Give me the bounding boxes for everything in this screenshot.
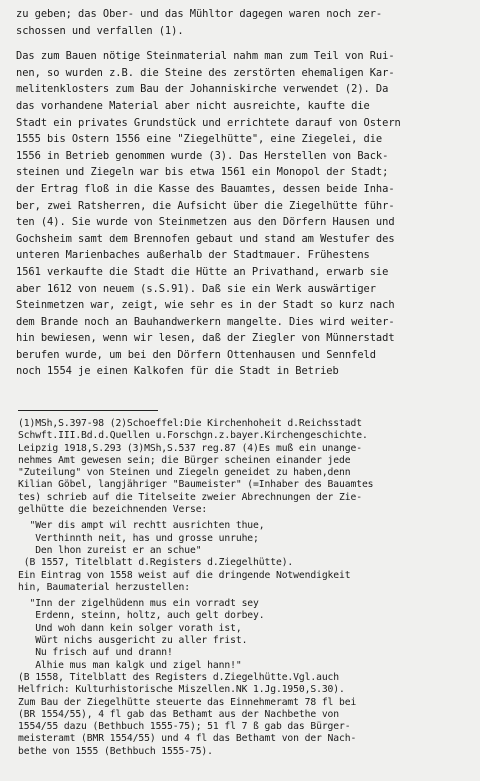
footnote-line: hin, Baumaterial herzustellen: [18,581,190,593]
verse-line: Alhie mus man kalgk und zigel hann!" [18,659,242,671]
footnote-line: "Zuteilung" von Steinen und Ziegeln geneidet zu haben,denn [18,467,351,479]
text-line: Gochsheim samt dem Brennofen gebaut und stand am Westufer des [16,232,395,245]
text-line: das vorhandene Material aber nicht ausreichte, kaufte die [16,99,370,112]
text-line: Stadt ein privates Grundstück und errichtete darauf von Ostern [16,116,401,129]
text-line: steinen und Ziegeln war bis etwa 1561 ein Monopol der Stadt; [16,166,389,179]
verse-line: Und woh dann kein solger vorath ist, [18,622,242,634]
footnote-line: Schwft.III.Bd.d.Quellen u.Forschgn.z.bayer.Kirchengeschichte. [18,430,368,442]
footnote-line: gelhütte die bezeichnenden Verse: [18,504,208,516]
text-line: dem Brande noch an Bauhandwerkern mangelte. Dies wird weiter- [16,315,395,328]
text-line: 1556 in Betrieb genommen wurde (3). Das Herstellen von Back- [16,149,389,162]
footnote-line: meisteramt (BMR 1554/55) und 4 fl das Bethamt von der Nach- [18,733,357,745]
footnote-line: Kilian Göbel, langjähriger "Baumeister" (=Inhaber des Bauamtes [18,479,374,491]
verse-source: (B 1558, Titelblatt des Registers d.Ziegelhütte.Vgl.auch [18,671,340,683]
text-line: 1561 verkaufte die Stadt die Hütte an Privathand, erwarb sie [16,265,389,278]
verse-line: "Wer dis ampt wil rechtt ausrichten thue, [18,520,265,532]
main-text [16,6,474,380]
footnote-divider [18,410,158,411]
verse-line: Den lhon zureist er an schue" [18,544,202,556]
verse-line: Erdenn, steinn, holtz, auch gelt dorbey. [18,610,265,622]
footnotes [18,418,476,758]
text-line: zu geben; das Ober- und das Mühltor dagegen waren noch zer- [16,8,383,20]
text-line: Steinmetzen war, zeigt, wie sehr es in der Stadt so kurz nach [16,299,395,312]
footnote-line: tes) schrieb auf die Titelseite zweier Abrechnungen der Zie- [18,491,362,503]
text-line: unteren Marienbaches außerhalb der Stadtmauer. Frühestens [16,249,370,262]
footnote-line: Zum Bau der Ziegelhütte steuerte das Einnehmeramt 78 fl bei [18,696,357,708]
text-line: noch 1554 je einen Kalkofen für die Stadt in Betrieb [16,365,339,378]
text-line: ten (4). Sie wurde von Steinmetzen aus den Dörfern Hausen und [16,216,395,229]
footnote-line: 1554/55 dazu (Bethbuch 1555-75); 51 fl 7 ß gab das Bürger- [18,721,351,733]
verse-source: (B 1557, Titelblatt d.Registers d.Ziegelhütte). [18,557,294,569]
verse-source: Helfrich: Kulturhistorische Miszellen.NK 1.Jg.1950,S.30). [18,684,345,696]
footnote-line: bethe von 1555 (Bethbuch 1555-75). [18,745,213,757]
text-line: der Ertrag floß in die Kasse des Bauamtes, dessen beide Inha- [16,182,395,195]
text-line: 1555 bis Ostern 1556 eine "Ziegelhütte", eine Ziegelei, die [16,133,383,146]
text-line: schossen und verfallen (1). [16,24,184,37]
text-line: ber, zwei Ratsherren, die Aufsicht über die Ziegelhütte führ- [16,199,395,212]
footnote-line: (BR 1554/55), 4 fl gab das Bethamt aus der Nachbethe von [18,708,340,720]
verse-line: "Inn der zigelhüdenn mus ein vorradt sey [18,598,259,610]
verse-line: Nu frisch auf und drann! [18,647,173,659]
footnote-line: Ein Eintrag von 1558 weist auf die dringende Notwendigkeit [18,569,351,581]
text-line: melitenklosters zum Bau der Johanniskirche verwendet (2). Da [16,83,389,96]
text-line: Das zum Bauen nötige Steinmaterial nahm man zum Teil von Rui- [16,50,395,63]
verse-line: Verthinnth neit, has und grosse unruhe; [18,532,259,544]
text-line: hin bewiesen, wenn wir lesen, daß der Ziegler von Münnerstadt [16,332,395,345]
text-line: aber 1612 von neuem (s.S.91). Daß sie ein Werk auswärtiger [16,282,376,295]
text-line: nen, so wurden z.B. die Steine des zerstörten ehemaligen Kar- [16,66,395,79]
text-line: berufen wurde, um bei den Dörfern Ottenhausen und Sennfeld [16,348,376,361]
footnote-line: (1)MSh,S.397-98 (2)Schoeffel:Die Kirchenhoheit d.Reichsstadt [18,418,362,429]
footnote-line: Leipzig 1918,S.293 (3)MSh,S.537 reg.87 (4)Es muß ein unange- [18,442,362,454]
footnote-line: nehmes Amt gewesen sein; die Bürger scheinen einander jede [18,454,351,466]
verse-line: Würt nichs ausgericht zu aller frist. [18,635,248,647]
